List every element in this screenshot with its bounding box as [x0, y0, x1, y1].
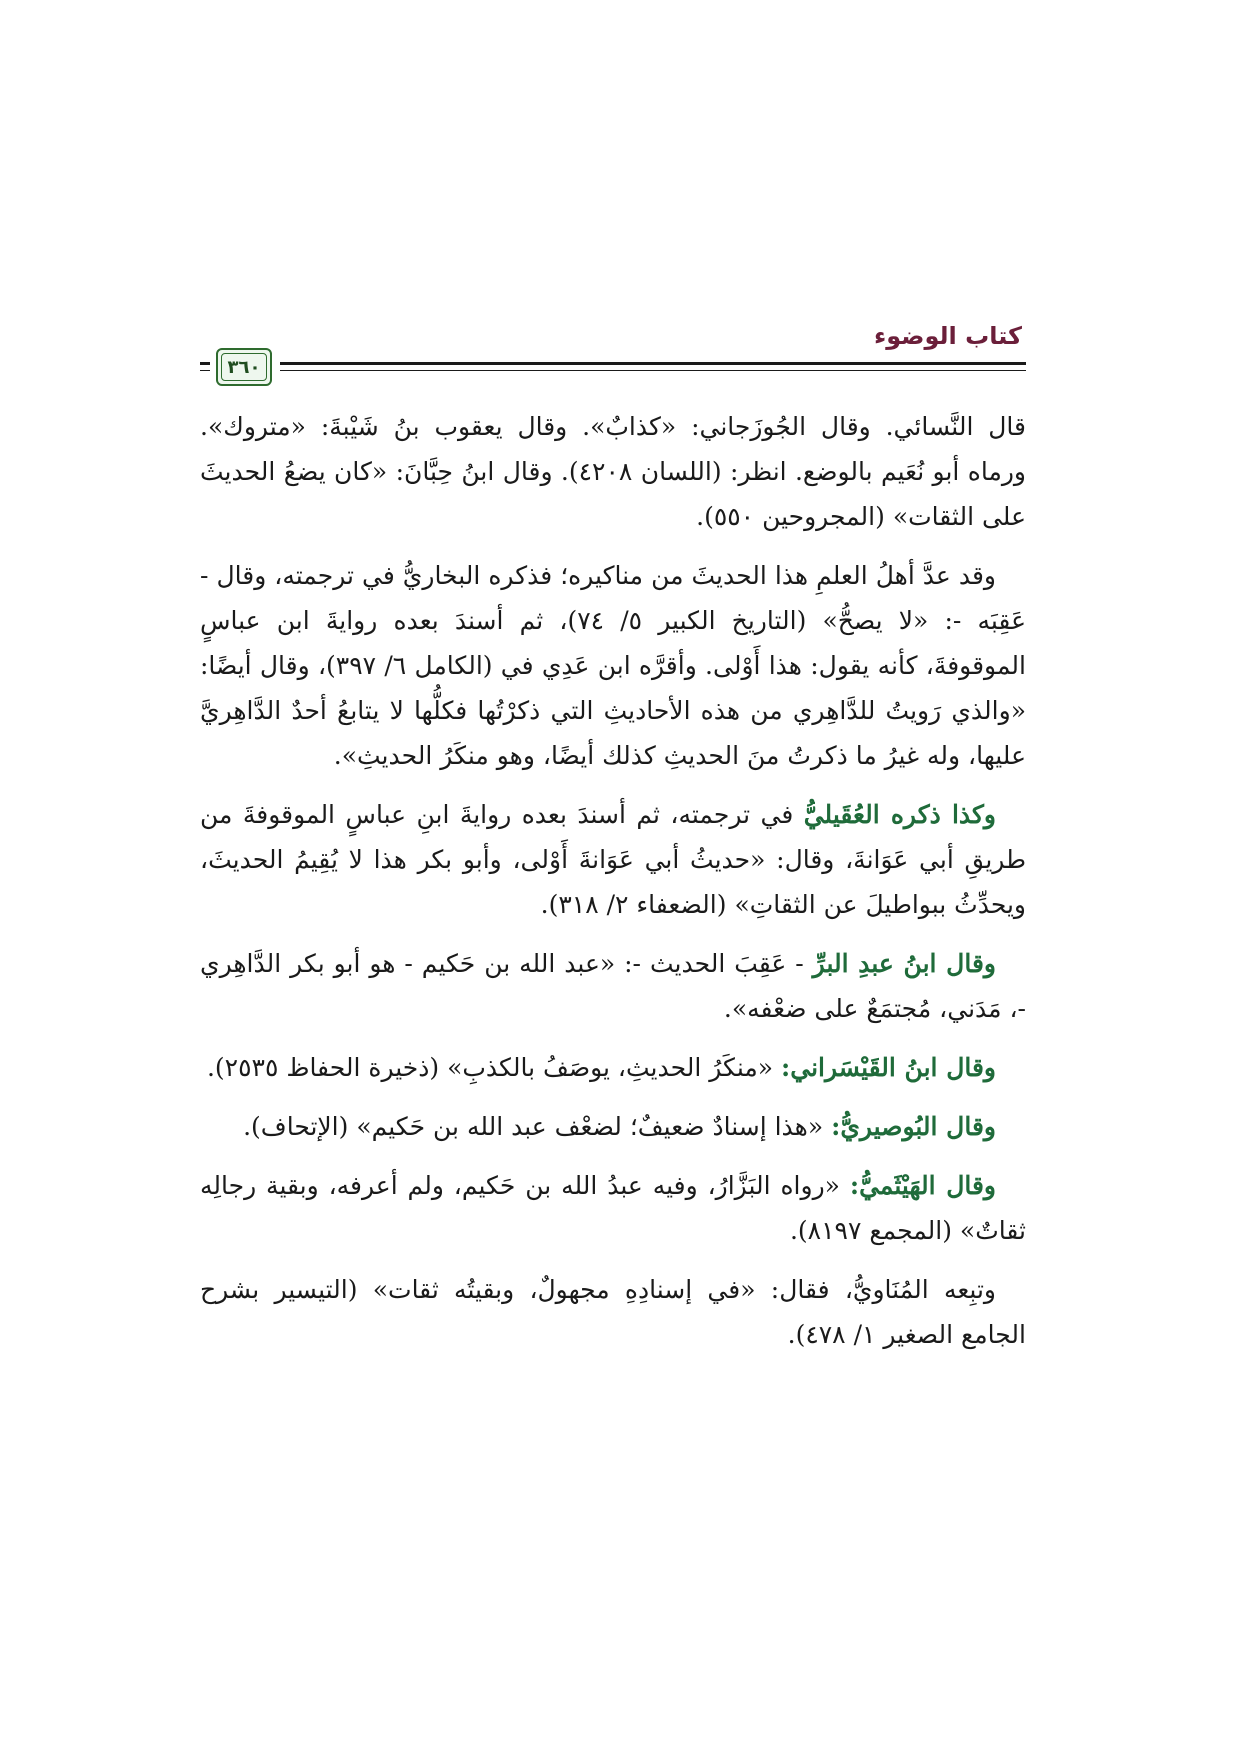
header-rule-thin: [280, 370, 1026, 371]
page-body: [200, 404, 1026, 1371]
scholar-name: وقال البُوصيريُّ:: [831, 1112, 996, 1141]
paragraph-text: وقد عدَّ أهلُ العلمِ هذا الحديثَ من مناكيره؛ فذكره البخاريُّ في ترجمته، وقال - عَقِبَه -: «لا يصحُّ» (التاريخ الكبير ٥/ ٧٤)، ثم أسندَ بعده روايةَ ابن عباسٍ الموقوفةَ، كأنه يقول: هذا أَوْلى. وأقرَّه ابن عَدِي في (الكامل ٦/ ٣٩٧)، وقال أيضًا: «والذي رَويتُ للدَّاهِري من هذه الأحاديثِ التي ذكرْتُها فكلُّها لا يتابعُ أحدٌ الدَّاهِريَّ عليها، وله غيرُ ما ذكرتُ منَ الحديثِ كذلك أيضًا، وهو منكَرُ الحديثِ».: [200, 561, 1026, 770]
header-rule-left: [200, 362, 210, 365]
paragraph: [200, 1163, 1026, 1253]
page-header: [200, 318, 1026, 388]
paragraph: [200, 1267, 1026, 1357]
page-number-badge: [216, 348, 272, 386]
scholar-name: وقال ابنُ القَيْسَراني:: [781, 1053, 996, 1082]
scholar-name: وقال الهَيْثَميُّ:: [849, 1171, 996, 1200]
paragraph-text: قال النَّسائي. وقال الجُوزَجاني: «كذابٌ». وقال يعقوب بنُ شَيْبةَ: «متروك». ورماه أبو نُعَيم بالوضع. انظر: (اللسان ٤٢٠٨). وقال ابنُ حِبَّانَ: «كان يضعُ الحديثَ على الثقات» (المجروحين ٥٥٠).: [200, 412, 1027, 531]
paragraph-text: «رواه البَزَّارُ، وفيه عبدُ الله بن حَكيم، ولم أعرفه، وبقية رجالِه ثقاتٌ» (المجمع ٨١٩٧).: [200, 1171, 1026, 1245]
paragraph: [200, 1104, 1026, 1149]
paragraph-text: في ترجمته، ثم أسندَ بعده روايةَ ابنِ عباسٍ الموقوفةَ من طريقِ أبي عَوَانةَ، وقال: «حديثُ أبي عَوَانةَ أَوْلى، وأبو بكر هذا لا يُقِيمُ الحديثَ، ويحدِّثُ ببواطيلَ عن الثقاتِ» (الضعفاء ٢/ ٣١٨).: [200, 800, 1026, 919]
paragraph: [200, 404, 1026, 539]
paragraph-text: «هذا إسنادٌ ضعيفٌ؛ لضعْف عبد الله بن حَكيم» (الإتحاف).: [243, 1112, 832, 1141]
paragraph: [200, 792, 1026, 927]
book-title: كتاب الوضوء: [873, 322, 1022, 350]
header-rule-left-thin: [200, 370, 210, 371]
paragraph: [200, 553, 1026, 778]
scholar-name: وكذا ذكره العُقَيليُّ: [803, 800, 996, 829]
paragraph-text: وتبِعه المُنَاويُّ، فقال: «في إسنادِهِ مجهولٌ، وبقيتُه ثقات» (التيسير بشرح الجامع الصغير ١/ ٤٧٨).: [200, 1275, 1026, 1349]
paragraph-text: - عَقِبَ الحديث -: «عبد الله بن حَكيم - هو أبو بكر الدَّاهِري -، مَدَني، مُجتمَعٌ على ضعْفه».: [200, 949, 1026, 1023]
page-number: ٣٦٠: [227, 356, 261, 378]
paragraph: [200, 1045, 1026, 1090]
paragraph-text: «منكَرُ الحديثِ، يوصَفُ بالكذبِ» (ذخيرة الحفاظ ٢٥٣٥).: [206, 1053, 782, 1082]
paragraph: [200, 941, 1026, 1031]
scholar-name: وقال ابنُ عبدِ البرِّ: [812, 949, 996, 978]
header-rule-thick: [280, 362, 1026, 365]
